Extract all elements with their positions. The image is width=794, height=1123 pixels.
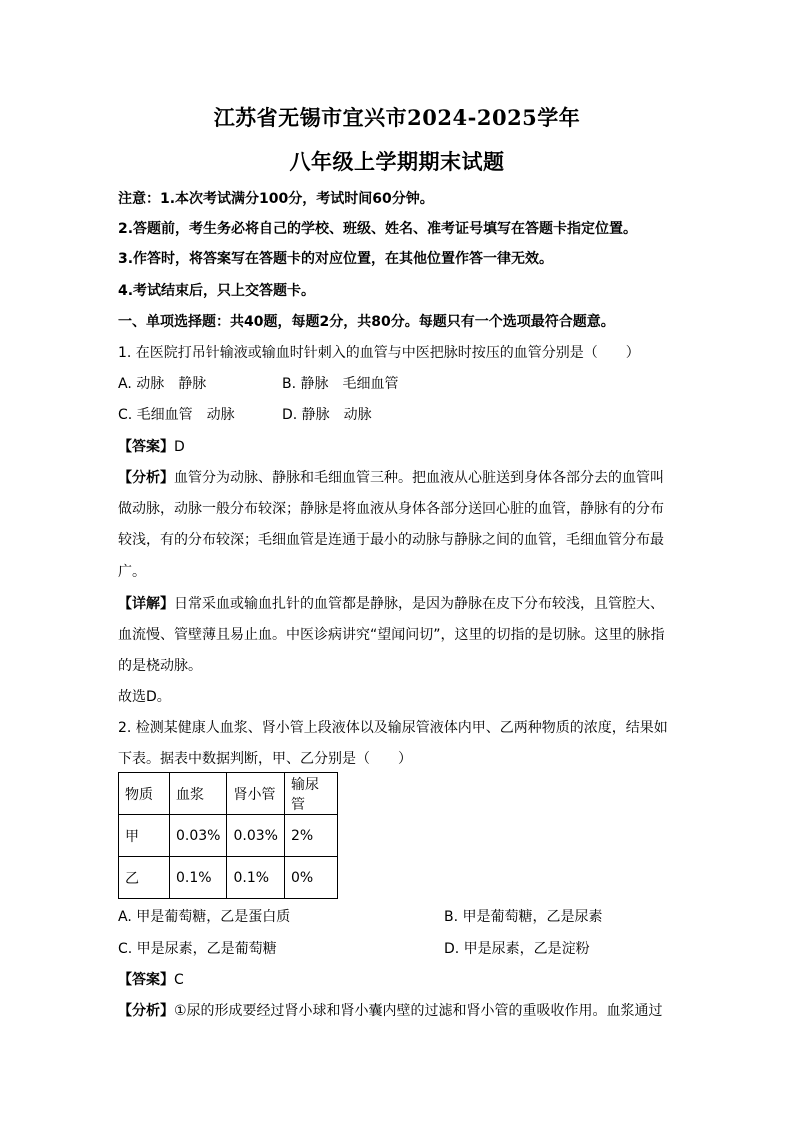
q1-analysis-line-4: 广。 (118, 564, 146, 580)
table-cell: 甲 (119, 815, 170, 857)
table-cell: 0% (284, 857, 337, 899)
q2-answer-label: 【答案】 (118, 972, 174, 988)
q1-analysis-line-2: 做动脉，动脉一般分布较深；静脉是将血液从身体各部分送回心脏的血管，静脉有的分布 (118, 501, 664, 517)
table-header-cell: 肾小管 (227, 773, 284, 815)
table-row (119, 857, 338, 899)
note-3: 3.作答时，将答案写在答题卡的对应位置，在其他位置作答一律无效。 (118, 251, 554, 267)
note-4: 4.考试结束后，只上交答题卡。 (118, 283, 316, 299)
section-heading: 一、单项选择题：共40题，每题2分，共80分。每题只有一个选项最符合题意。 (118, 314, 615, 330)
table-cell: 0.1% (170, 857, 227, 899)
q1-detail-line-3: 的是桡动脉。 (118, 658, 202, 674)
q1-option-d: D. 静脉 动脉 (282, 407, 372, 423)
table-cell: 0.1% (227, 857, 284, 899)
table-header-cell: 血浆 (170, 773, 227, 815)
q1-analysis-line-1 (118, 467, 664, 487)
table-cell: 2% (284, 815, 337, 857)
q2-analysis-label: 【分析】 (118, 1003, 174, 1019)
table-cell: 0.03% (170, 815, 227, 857)
q1-option-c: C. 毛细血管 动脉 (118, 407, 235, 423)
q2-option-a: A. 甲是葡萄糖，乙是蛋白质 (118, 909, 291, 925)
q1-detail-line-2: 血流慢、管壁薄且易止血。中医诊病讲究“望闻问切”，这里的切指的是切脉。这里的脉指 (118, 627, 665, 643)
q1-answer-label: 【答案】 (118, 439, 174, 455)
q2-analysis-line-1 (118, 1000, 663, 1020)
q2-data-table (118, 772, 338, 899)
q1-option-a: A. 动脉 静脉 (118, 376, 207, 392)
q2-stem-line-1: 2. 检测某健康人血浆、肾小管上段液体以及输尿管液体内甲、乙两种物质的浓度，结果如 (118, 720, 668, 736)
table-row (119, 815, 338, 857)
q2-option-b: B. 甲是葡萄糖，乙是尿素 (444, 909, 603, 925)
q1-analysis-line-3: 较浅，有的分布较深；毛细血管是连通于最小的动脉与静脉之间的血管，毛细血管分布最 (118, 532, 664, 548)
q1-analysis-label: 【分析】 (118, 470, 174, 486)
q1-option-b: B. 静脉 毛细血管 (282, 376, 399, 392)
q2-option-c: C. 甲是尿素，乙是葡萄糖 (118, 941, 277, 957)
q2-stem-line-2: 下表。据表中数据判断，甲、乙分别是（ ） (118, 751, 412, 767)
note-2: 2.答题前，考生务必将自己的学校、班级、姓名、准考证号填写在答题卡指定位置。 (118, 221, 638, 237)
table-header-row (119, 773, 338, 815)
note-1: 注意：1.本次考试满分100分，考试时间60分钟。 (118, 191, 434, 207)
q1-analysis-text: 血管分为动脉、静脉和毛细血管三种。把血液从心脏送到身体各部分去的血管叫 (174, 470, 664, 486)
q2-answer (118, 969, 184, 989)
table-cell: 0.03% (227, 815, 284, 857)
doc-title-line2: 八年级上学期期末试题 (289, 149, 505, 174)
doc-title-line1: 江苏省无锡市宜兴市2024-2025学年 (213, 105, 581, 130)
q1-answer (118, 436, 185, 456)
table-header-cell: 物质 (119, 773, 170, 815)
q1-stem: 1. 在医院打吊针输液或输血时针刺入的血管与中医把脉时按压的血管分别是（ ） (118, 345, 640, 361)
q2-answer-value: C (174, 972, 184, 988)
q1-detail-label: 【详解】 (118, 596, 174, 612)
q1-detail-line-1 (118, 593, 664, 613)
q1-conclusion: 故选D。 (118, 689, 171, 705)
table-header-cell: 输尿管 (284, 773, 337, 815)
table-cell: 乙 (119, 857, 170, 899)
q2-option-d: D. 甲是尿素，乙是淀粉 (444, 941, 590, 957)
q1-detail-text: 日常采血或输血扎针的血管都是静脉，是因为静脉在皮下分布较浅，且管腔大、 (174, 596, 664, 612)
q1-answer-value: D (174, 439, 185, 455)
q2-analysis-text: ①尿的形成要经过肾小球和肾小囊内壁的过滤和肾小管的重吸收作用。血浆通过 (174, 1003, 663, 1019)
